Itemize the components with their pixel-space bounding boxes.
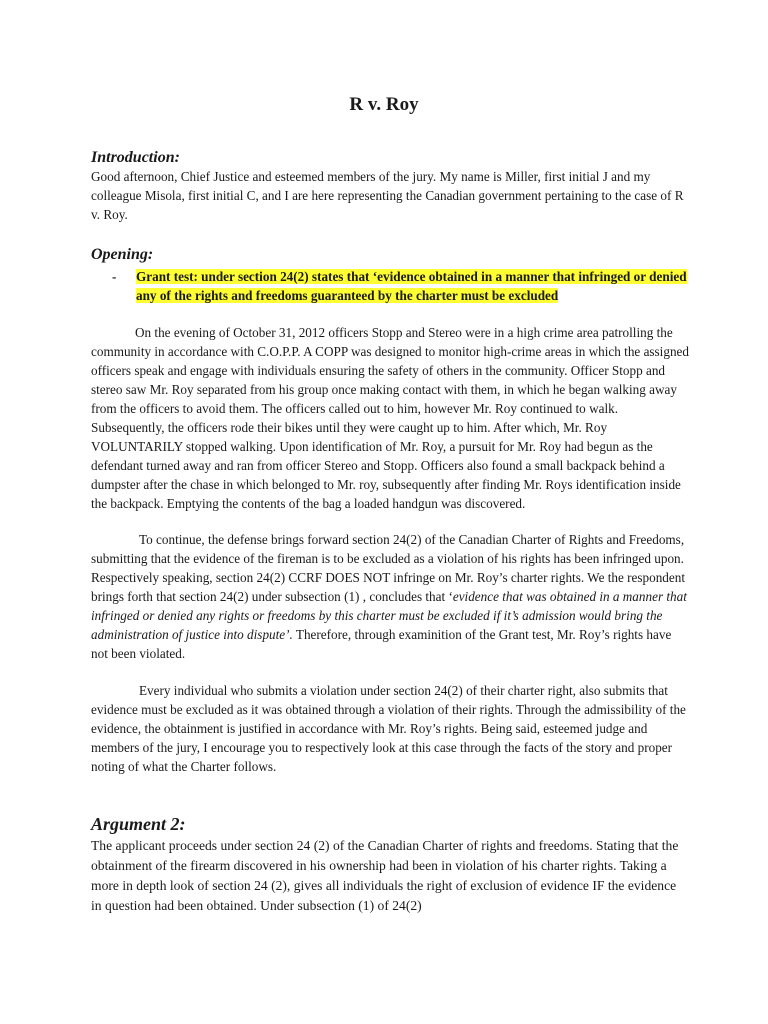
argument2-paragraph: The applicant proceeds under section 24 (2) of the Canadian Charter of rights and freedoms. Stating that the obtainment of the firearm discovered in his ownership had been in violation of his charter rights. Taking a more in depth look of section 24 (2), gives all individuals the right of exclusion of evidence IF the evidence in question had been obtained. Under subsection (1) of 24(2) bbox=[91, 838, 679, 913]
defense-paragraph-text: To continue, the defense brings forward section 24(2) of the Canadian Charter of Rights and Freedoms, submitting that the evidence of the fireman is to be excluded as a violation of his rights has been infringed upon. Respectively speaking, section 24(2) CCRF DOES NOT infringe on Mr. Roy’s charter rights. We the respondent brings forth that section 24(2) under subsection (1) , concludes that ‘ bbox=[91, 532, 685, 604]
introduction-heading: Introduction: bbox=[91, 149, 180, 166]
introduction-paragraph: Good afternoon, Chief Justice and esteemed members of the jury. My name is Miller, first initial J and my colleague Misola, first initial C, and I are here representing the Canadian government pertaining to the case of R v. Roy. bbox=[91, 169, 684, 222]
defense-paragraph-conclusion: Therefore, through examinition of the Grant test, Mr. Roy’s rights have not been violated. bbox=[91, 627, 672, 661]
admissibility-paragraph: Every individual who submits a violation under section 24(2) of their charter right, also submits that evidence must be excluded as it was obtained through a violation of their rights. Through the admissibility of the evidence, the obtainment is justified in accordance with Mr. Roy’s rights. Being said, esteemed judge and members of the jury, I encourage you to respectively look at this case through the facts of the story and proper noting of what the Charter follows. bbox=[91, 683, 686, 774]
bullet-marker: - bbox=[112, 269, 117, 284]
defense-paragraph bbox=[91, 530, 689, 663]
argument2-heading: Argument 2: bbox=[91, 814, 186, 834]
bullet-text-block bbox=[136, 267, 702, 305]
facts-paragraph: On the evening of October 31, 2012 officers Stopp and Stereo were in a high crime area patrolling the community in accordance with C.O.P.P. A COPP was designed to monitor high-crime areas in which the assigned officers speak and engage with individuals ensuring the safety of others in the community. Officer Stopp and stereo saw Mr. Roy separated from his group once making contact with them, in which he began walking away from the officers to avoid them. The officers called out to him, however Mr. Roy continued to walk. Subsequently, the officers rode their bikes until they were caught up to him. After which, Mr. Roy VOLUNTARILY stopped walking. Upon identification of Mr. Roy, a pursuit for Mr. Roy had begun as the defendant turned away and ran from officer Stereo and Stopp. Officers also found a small backpack behind a dumpster after the chase in which belonged to Mr. roy, subsequently after finding Mr. Roys identification inside the backpack. Emptying the contents of the bag a loaded handgun was discovered. bbox=[91, 325, 689, 511]
opening-heading: Opening: bbox=[91, 246, 154, 263]
page-title: R v. Roy bbox=[349, 94, 419, 115]
charter-quote: evidence that was obtained in a manner that infringed or denied any rights or freedoms by this charter must be excluded if it’s admission would bring the administration of justice into dispute’. bbox=[91, 589, 687, 642]
opening-bullet bbox=[112, 267, 702, 305]
highlighted-grant-test-text: Grant test: under section 24(2) states that ‘evidence obtained in a manner that infringed or denied any of the rights and freedoms guaranteed by the charter must be excluded bbox=[136, 269, 687, 303]
